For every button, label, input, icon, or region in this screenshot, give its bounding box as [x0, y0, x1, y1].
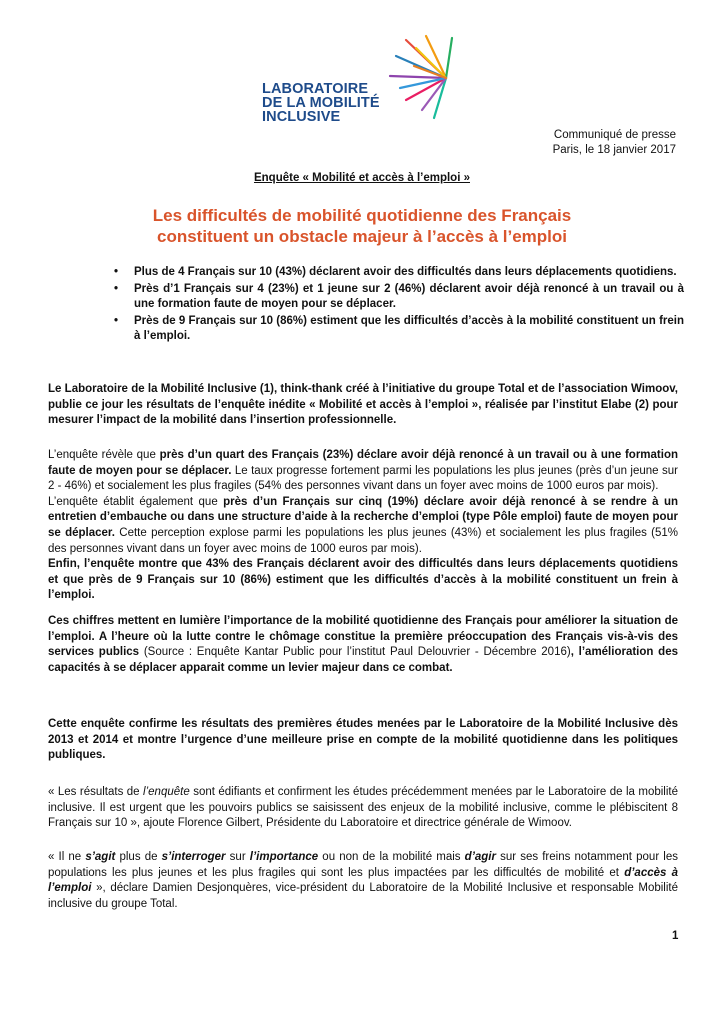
quote-desjonqueres: « Il ne s’agit plus de s’interroger sur l’importance ou non de la mobilité mais d’agir sur ses freins notamment pour les populations les plus jeunes et les plus fragiles qui sont les plus impactées par les difficultés de mobilité et d’accès à l’emploi », déclare Damien Desjonquères, vice-président du Laboratoire de la Mobilité Inclusive et responsable Mobilité inclusive du groupe Total.	[48, 851, 679, 910]
logo-text	[262, 82, 380, 124]
press-header	[553, 128, 676, 158]
headline-line-2: constituent un obstacle majeur à l’accès à l’emploi	[156, 227, 568, 246]
survey-title: Enquête « Mobilité et accès à l’emploi »	[253, 172, 470, 184]
key-findings-list	[112, 265, 684, 346]
headline-line-1: Les difficultés de mobilité quotidienne des Français	[152, 206, 572, 225]
press-date: Paris, le 18 janvier 2017	[552, 144, 676, 156]
list-item: • Près d’1 Français sur 4 (23%) et 1 jeune sur 2 (46%) déclarent avoir déjà renoncé à un travail ou à une formation faute de moyen pour se déplacer.	[112, 282, 684, 313]
confirmation-paragraph: Cette enquête confirme les résultats des premières études menées par le Laboratoire de la Mobilité Inclusive dès 2013 et 2014 et montre l’urgence d’une meilleure prise en compte de la mobilité quotidienne dans les politiques publiques.	[48, 718, 678, 762]
list-item: • Près de 9 Français sur 10 (86%) estiment que les difficultés d’accès à la mobilité constituent un frein à l’emploi.	[112, 314, 684, 345]
logo-line-3: INCLUSIVE	[262, 109, 341, 125]
page-number: 1	[672, 930, 679, 942]
logo-line-1: LABORATOIRE	[262, 81, 369, 97]
headline	[0, 205, 724, 247]
quote-gilbert: « Les résultats de l’enquête sont édifiants et confirment les études précédemment menées par le Laboratoire de la mobilité inclusive. Il est urgent que les pouvoirs publics se saisissent des enjeux de la mobilité inclusive, comme le plébiscitent 8 Français sur 10 », ajoute Florence Gilbert, Présidente du Laboratoire et directrice générale de Wimoov.	[48, 786, 678, 830]
logo-line-2: DE LA MOBILITÉ	[262, 95, 380, 111]
list-item: • Plus de 4 Français sur 10 (43%) déclarent avoir des difficultés dans leurs déplacements quotidiens.	[112, 265, 684, 281]
context-paragraph: Ces chiffres mettent en lumière l’importance de la mobilité quotidienne des Français pour améliorer la situation de l’emploi. A l’heure où la lutte contre le chômage constitue la première préoccupation des Français vis-à-vis des services publics (Source : Enquête Kantar Public pour l’institut Paul Delouvrier - Décembre 2016), l’amélioration des capacités à se déplacer apparait comme un levier majeur dans ce combat.	[48, 615, 678, 674]
press-type: Communiqué de presse	[553, 129, 676, 141]
intro-paragraph: Le Laboratoire de la Mobilité Inclusive (1), think-thank créé à l’initiative du groupe Total et de l’association Wimoov, publie ce jour les résultats de l’enquête inédite « Mobilité et accès à l’emploi », réalisée par l’institut Elabe (2) pour mesurer l’impact de la mobilité dans l’insertion professionnelle.	[48, 383, 678, 427]
findings-paragraph: L’enquête révèle que près d’un quart des Français (23%) déclare avoir déjà renoncé à un travail ou à une formation faute de moyen pour se déplacer. Le taux progresse fortement parmi les populations les plus jeunes (près d’un jeune sur 2 - 46%) et socialement les plus fragiles (54% des personnes vivant dans un foyer avec moins de 1000 euros par mois). L’enquête établit également que près d’un Français sur cinq (19%) déclare avoir déjà renoncé à se rendre à un entretien d’embauche ou dans une structure d’aide à la recherche d’emploi (type Pôle emploi) faute de moyen pour se déplacer. Cette perception explose parmi les populations les plus jeunes (43%) et socialement les plus fragiles (51% des personnes vivant dans un foyer avec moins de 1000 euros par mois). Enfin, l’enquête montre que 43% des Français déclarent avoir des difficultés dans leurs déplacements quotidiens et que près de 9 Français sur 10 (86%) estiment que les difficultés d’accès à la mobilité constituent un frein à l’emploi.	[48, 449, 679, 602]
